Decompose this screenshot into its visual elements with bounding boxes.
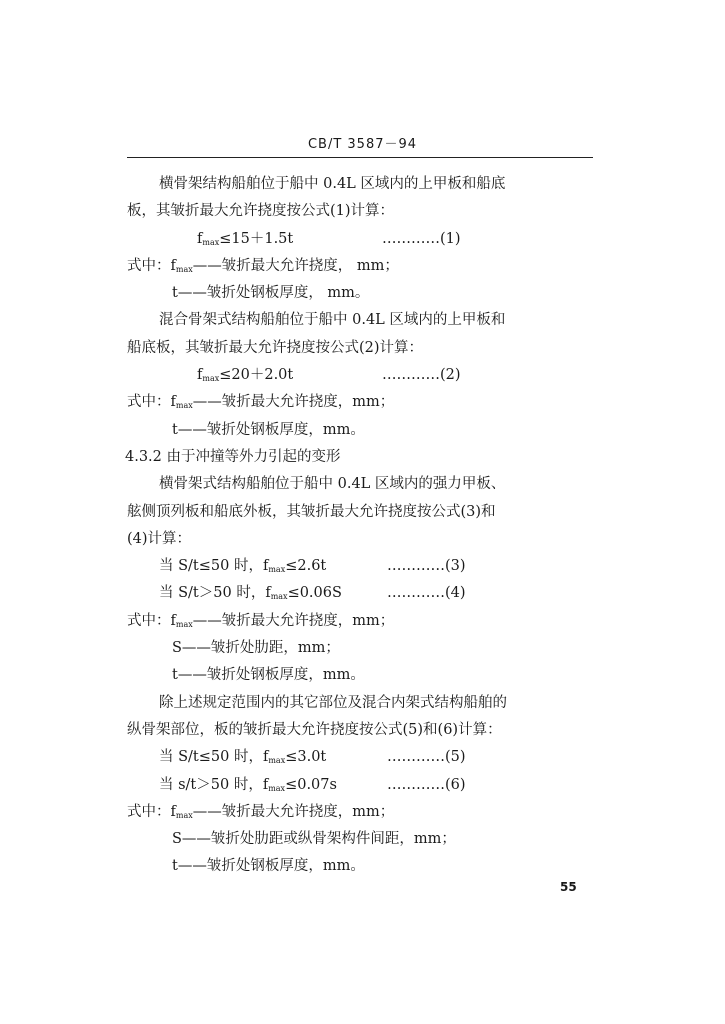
- header-rule: [127, 157, 593, 158]
- formula-expression: ≤15＋1.5t: [219, 230, 294, 247]
- definition-text: ——皱折最大允许挠度，mm；: [192, 394, 395, 411]
- definition-line: S——皱折处肋距或纵骨架构件间距，mm；: [172, 831, 456, 848]
- formula-subscript: max: [202, 237, 220, 247]
- definition-line: t——皱折处钢板厚度，mm。: [172, 667, 365, 684]
- formula-subscript: max: [268, 756, 286, 766]
- formula-number: …………(3): [387, 558, 466, 575]
- paragraph-line: 除上述规定范围内的其它部位及混合内架式结构船舶的: [159, 694, 507, 711]
- formula-expression: ≤3.0t: [285, 749, 327, 766]
- formula-2: [127, 362, 597, 389]
- definition-line: [127, 608, 597, 635]
- formula-subscript: max: [270, 592, 288, 602]
- formula-3: [127, 553, 597, 580]
- formula-lead: 当 S/t≤50 时，f: [159, 558, 269, 575]
- definition-subscript: max: [175, 619, 193, 629]
- formula-symbol: f: [197, 367, 203, 384]
- formula-subscript: max: [202, 374, 220, 384]
- definition-line: [127, 799, 597, 826]
- formula-number: …………(4): [387, 585, 466, 602]
- definition-lead: 式中：f: [127, 257, 176, 274]
- definition-lead: 式中：f: [127, 803, 176, 820]
- definition-lead: 式中：f: [127, 394, 176, 411]
- section-heading: 4.3.2 由于冲撞等外力引起的变形: [125, 448, 341, 465]
- definition-text: ——皱折最大允许挠度， mm；: [192, 257, 399, 274]
- formula-6: [127, 772, 597, 799]
- formula-expression: ≤20＋2.0t: [219, 367, 294, 384]
- paragraph-line: 纵骨架部位，板的皱折最大允许挠度按公式(5)和(6)计算：: [127, 721, 502, 738]
- paragraph-line: (4)计算：: [127, 530, 192, 547]
- definition-line: t——皱折处钢板厚度，mm。: [172, 421, 365, 438]
- definition-line: t——皱折处钢板厚度， mm。: [172, 285, 370, 302]
- formula-expression: ≤2.6t: [285, 558, 327, 575]
- formula-lead: 当 S/t＞50 时，f: [159, 585, 271, 602]
- formula-4: [127, 580, 597, 607]
- definition-line: [127, 253, 597, 280]
- page-body: [127, 171, 597, 881]
- formula-expression: ≤0.06S: [287, 585, 342, 602]
- formula-lead: 当 S/t≤50 时，f: [159, 749, 269, 766]
- formula-1: [127, 226, 597, 253]
- document-code-header: CB/T 3587－94: [307, 137, 418, 152]
- definition-line: t——皱折处钢板厚度，mm。: [172, 858, 365, 875]
- formula-number: …………(1): [382, 230, 461, 247]
- formula-subscript: max: [268, 565, 286, 575]
- formula-lead: 当 s/t＞50 时，f: [159, 776, 269, 793]
- formula-symbol: f: [197, 230, 203, 247]
- paragraph-line: 板，其皱折最大允许挠度按公式(1)计算：: [127, 203, 395, 220]
- formula-number: …………(2): [382, 367, 461, 384]
- definition-text: ——皱折最大允许挠度，mm；: [192, 803, 395, 820]
- paragraph-line: 舷侧顶列板和船底外板，其皱折最大允许挠度按公式(3)和: [127, 503, 496, 520]
- paragraph-line: 混合骨架式结构船舶位于船中 0.4L 区域内的上甲板和: [159, 312, 506, 329]
- paragraph-line: 横骨架结构船舶位于船中 0.4L 区域内的上甲板和船底: [159, 176, 506, 192]
- page-number: 55: [560, 880, 577, 894]
- definition-lead: 式中：f: [127, 612, 176, 629]
- formula-5: [127, 744, 597, 771]
- formula-number: …………(6): [387, 776, 466, 793]
- definition-line: S——皱折处肋距，mm；: [172, 640, 340, 657]
- formula-number: …………(5): [387, 749, 466, 766]
- formula-subscript: max: [268, 783, 286, 793]
- definition-line: [127, 389, 597, 416]
- definition-subscript: max: [175, 264, 193, 274]
- definition-subscript: max: [175, 810, 193, 820]
- formula-expression: ≤0.07s: [285, 776, 337, 793]
- definition-subscript: max: [175, 401, 193, 411]
- paragraph-line: 船底板，其皱折最大允许挠度按公式(2)计算：: [127, 339, 424, 356]
- paragraph-line: 横骨架式结构船舶位于船中 0.4L 区域内的强力甲板、: [159, 476, 506, 493]
- definition-text: ——皱折最大允许挠度，mm；: [192, 612, 395, 629]
